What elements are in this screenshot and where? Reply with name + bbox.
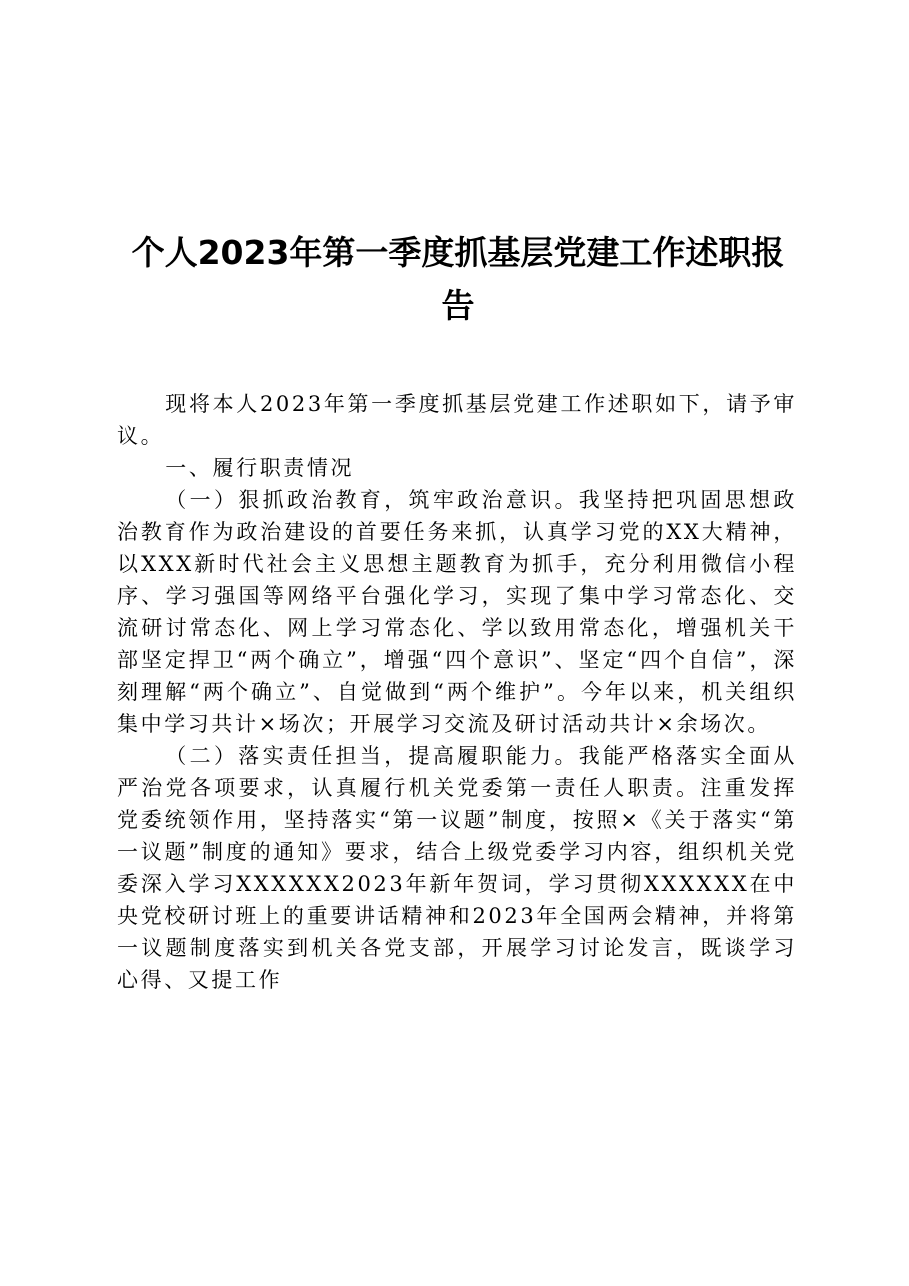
document-title: 个人2023年第一季度抓基层党建工作述职报告 bbox=[131, 233, 785, 325]
document-body bbox=[117, 388, 797, 996]
section-heading: 一、履行职责情况 bbox=[165, 456, 355, 480]
body-paragraph: （一）狠抓政治教育，筑牢政治意识。我坚持把巩固思想政治教育作为政治建设的首要任务来抓，认真学习党的XX大精神，以XXX新时代社会主义思想主题教育为抓手，充分利用微信小程序、学习强国等网络平台强化学习，实现了集中学习常态化、交流研讨常态化、网上学习常态化、学以致用常态化，增强机关干部坚定捍卫“两个确立”，增强“四个意识”、坚定“四个自信”，深刻理解“两个确立”、自觉做到“两个维护”。今年以来，机关组织集中学习共计×场次；开展学习交流及研讨活动共计×余场次。 bbox=[117, 488, 797, 736]
intro-paragraph: 现将本人2023年第一季度抓基层党建工作述职如下，请予审议。 bbox=[117, 392, 797, 448]
body-paragraph: （二）落实责任担当，提高履职能力。我能严格落实全面从严治党各项要求，认真履行机关党委第一责任人职责。注重发挥党委统领作用，坚持落实“第一议题”制度，按照×《关于落实“第一议题”制度的通知》要求，结合上级党委学习内容，组织机关党委深入学习XXXXXX2023年新年贺词，学习贯彻XXXXXX在中央党校研讨班上的重要讲话精神和2023年全国两会精神，并将第一议题制度落实到机关各党支部，开展学习讨论发言，既谈学习心得、又提工作 bbox=[117, 744, 797, 992]
